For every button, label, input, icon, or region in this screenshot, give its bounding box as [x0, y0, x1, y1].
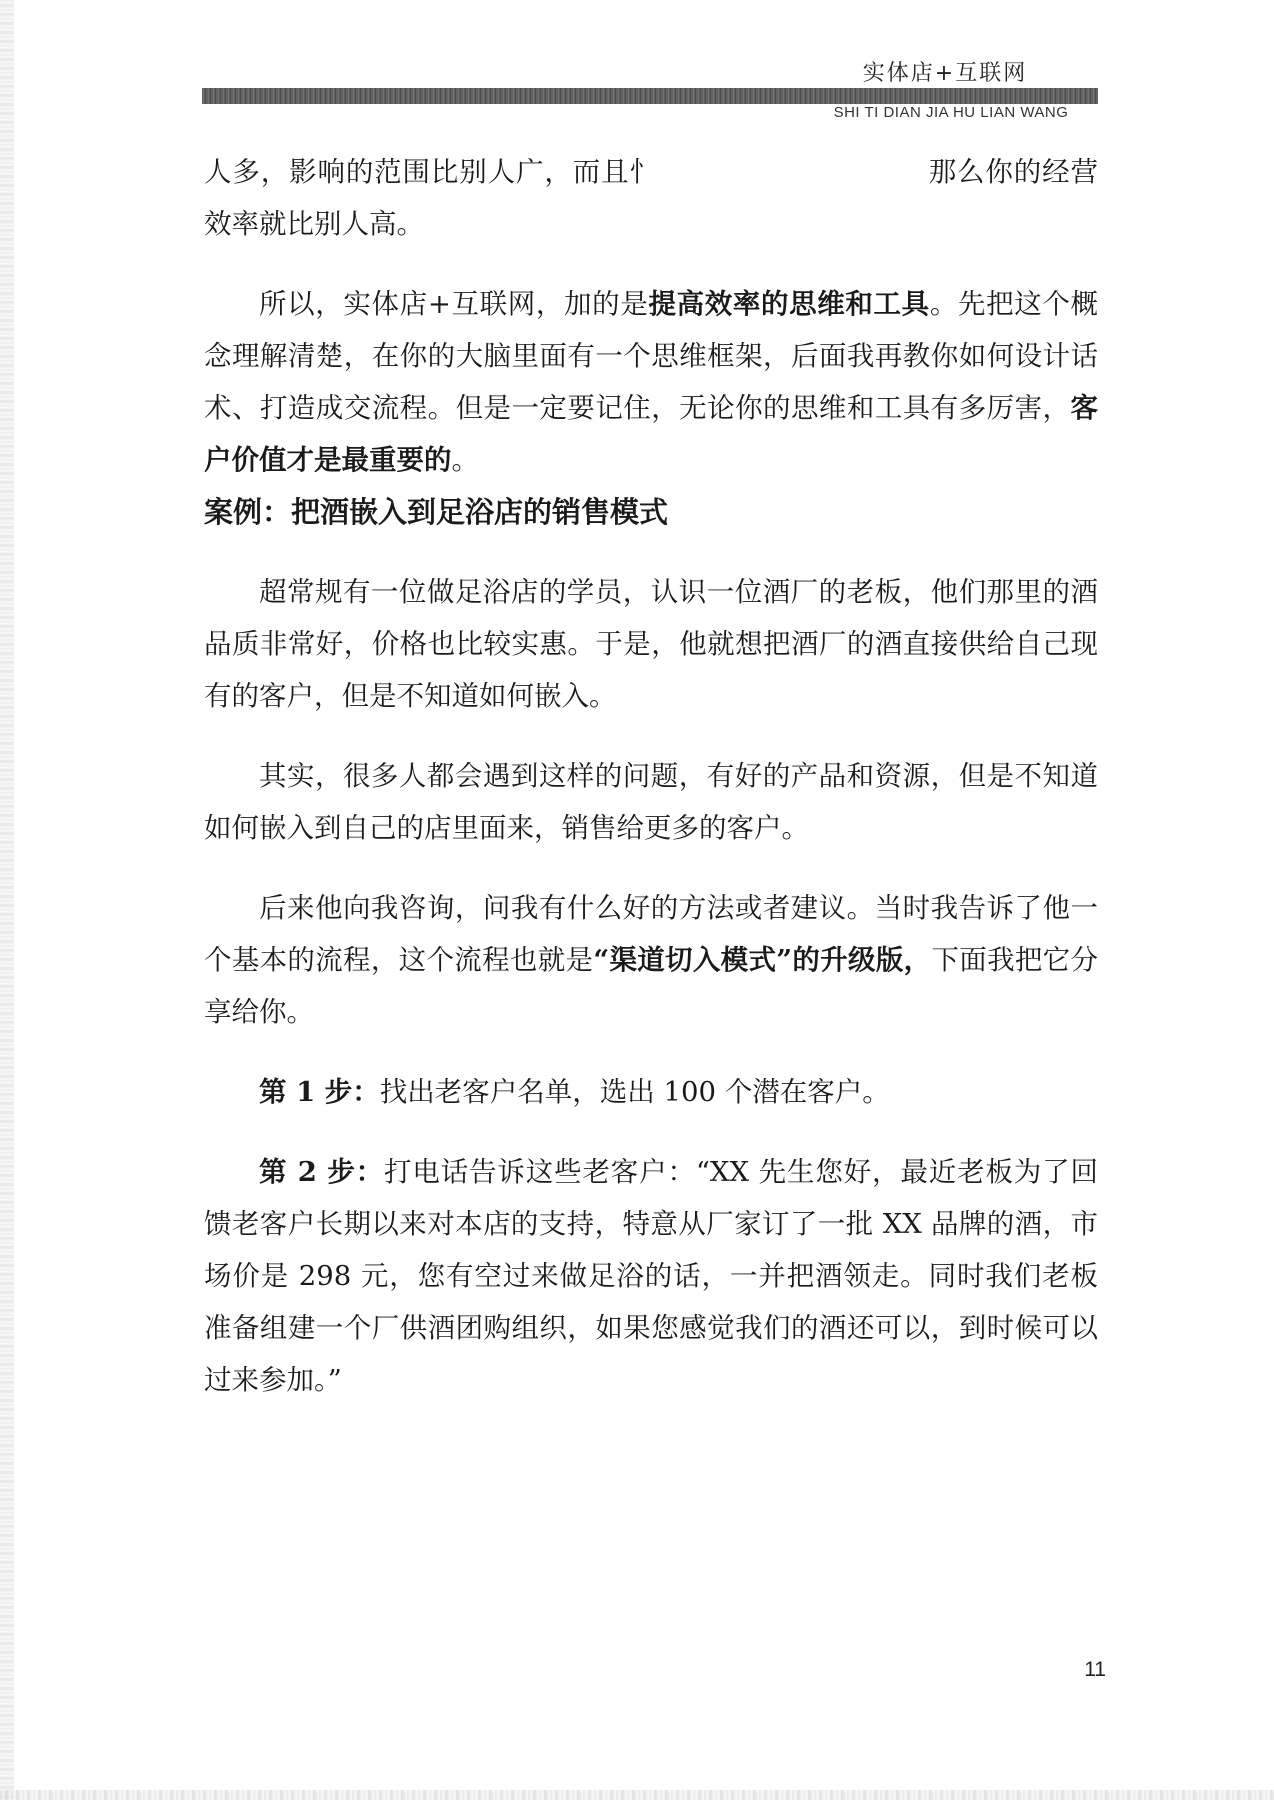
paragraph-2-part-c: 。	[451, 444, 479, 476]
paragraph-5-part-a: 后来他向我咨询，问我有什么好的方法或者建议。当时我告诉了他一个基本的流程，这个流程也就是	[204, 892, 1098, 976]
step-2-text: 打电话告诉这些老客户：“XX 先生您好，最近老板为了回馈老客户长期以来对本店的支持，特意从厂家订了一批 XX 品牌的酒，市场价是 298 元，您有空过来做足浴的话，一并把酒领走。同时我们老板准备组建一个厂供酒团购组织，如果您感觉我们的酒还可以，到时候可以过来参加。”	[204, 1156, 1098, 1396]
paragraph-2	[204, 278, 1098, 486]
paragraph-2-part-a: 所以，实体店+互联网，加的是	[259, 288, 649, 320]
paragraph-5-part-b: 下面我把它分享给你。	[204, 944, 1098, 1028]
paragraph-5	[204, 882, 1098, 1038]
emphasis-channel-model: “渠道切入模式”的升级版，	[593, 944, 932, 976]
header-rule-bar	[202, 88, 1098, 104]
emphasis-efficiency: 提高效率的思维和工具	[648, 288, 930, 320]
page-number: 11	[1084, 1658, 1106, 1681]
page-body	[204, 146, 1098, 1406]
paragraph-2-part-b: 。先把这个概念理解清楚，在你的大脑里面有一个思维框架，后面我再教你如何设计话术、打造成交流程。但是一定要记住，无论你的思维和工具有多厉害，	[204, 288, 1099, 424]
paragraph-3: 超常规有一位做足浴店的学员，认识一位酒厂的老板，他们那里的酒品质非常好，价格也比较实惠。于是，他就想把酒厂的酒直接供给自己现有的客户，但是不知道如何嵌入。	[204, 576, 1098, 712]
paragraph-1-part-b: 那么你的经营效率就比别人高。	[204, 156, 1099, 240]
step-2-label: 第 2 步：	[259, 1156, 385, 1188]
case-heading: 案例：把酒嵌入到足浴店的销售模式	[204, 495, 669, 529]
emphasis-customer-value: 客户价值才是最重要的	[204, 392, 1098, 476]
paragraph-1	[204, 146, 1098, 250]
step-1-label: 第 1 步：	[259, 1076, 380, 1108]
running-header-pinyin: SHI TI DIAN JIA HU LIAN WANG	[833, 104, 1069, 121]
running-header-title: 实体店+互联网	[862, 61, 1028, 86]
step-2	[204, 1146, 1098, 1406]
step-1-text: 找出老客户名单，选出 100 个潜在客户。	[379, 1076, 890, 1108]
scan-bottom-edge	[0, 1790, 1274, 1800]
step-1	[204, 1066, 1098, 1118]
paragraph-1-part-a: 人多，影响的范围比别人广，而且忄	[204, 156, 658, 188]
paragraph-4: 其实，很多人都会遇到这样的问题，有好的产品和资源，但是不知道如何嵌入到自己的店里面来，销售给更多的客户。	[204, 760, 1098, 844]
scan-left-edge	[0, 0, 14, 1800]
